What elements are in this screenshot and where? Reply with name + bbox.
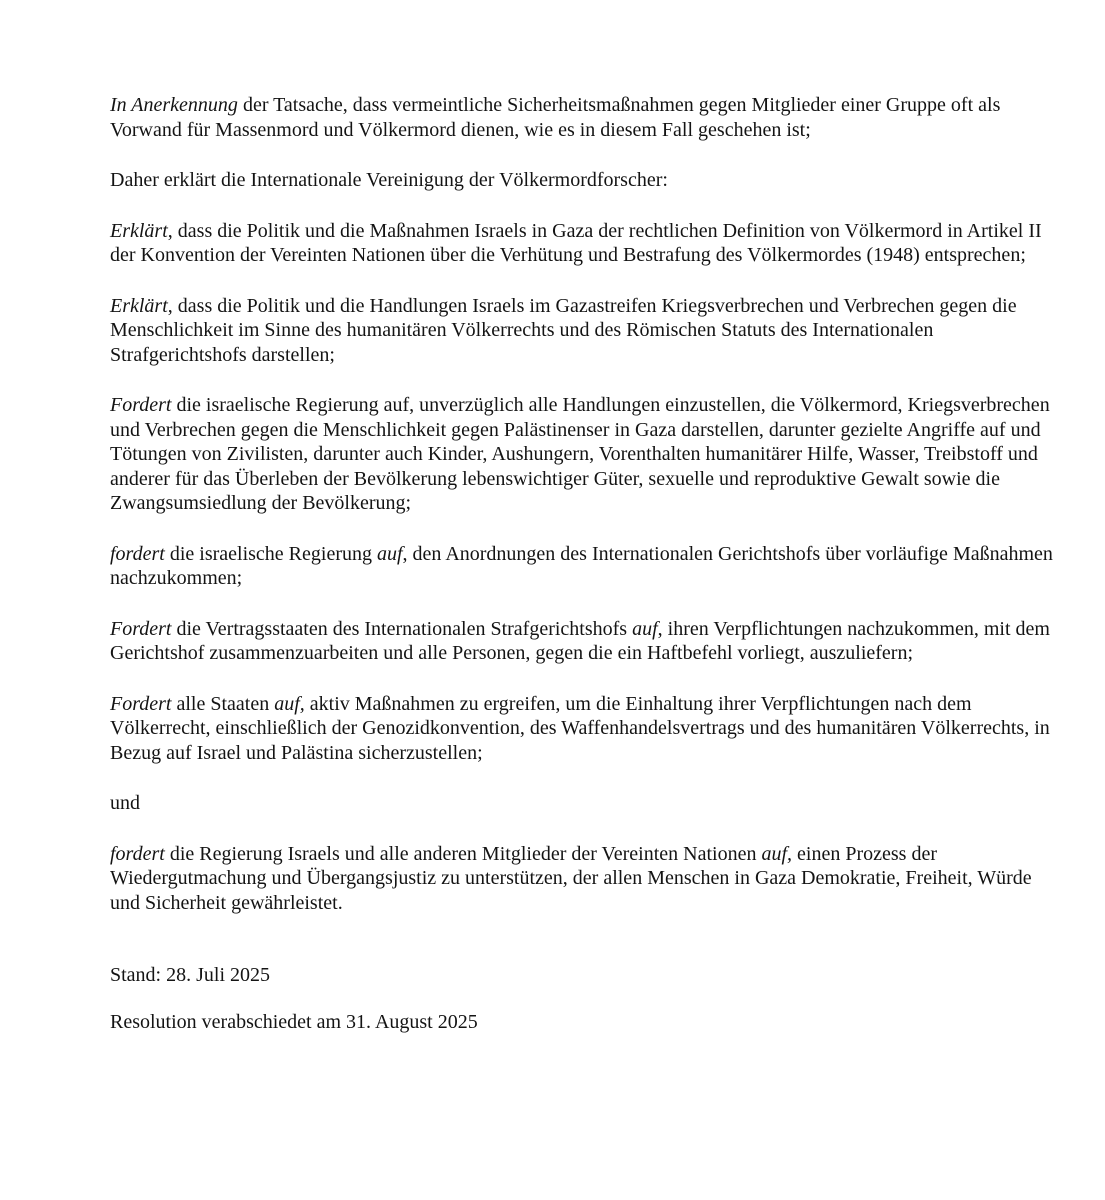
paragraph-lead2: auf xyxy=(376,542,403,565)
paragraph-lead2: auf, xyxy=(761,842,793,865)
paragraph-fordert-einstellen xyxy=(110,393,1060,516)
paragraph-lead: Fordert xyxy=(110,394,172,416)
paragraph-text: aktiv Maßnahmen zu ergreifen, um die Einhaltung ihrer Verpflichtungen nach dem Völkerrecht, einschließlich der Genozidkonvention, des Waffenhandelsvertrags und des humanitären Völkerrechts, in Bezug auf Israel und Palästina sicherzustellen; xyxy=(110,692,1050,764)
paragraph-mid: die Vertragsstaaten des Internationalen Strafgerichtshofs xyxy=(171,617,633,640)
paragraph-fordert-staaten xyxy=(110,692,1060,766)
paragraph-lead: Erklärt xyxy=(110,294,168,317)
paragraph-lead: fordert xyxy=(110,542,165,565)
paragraph-lead: fordert xyxy=(110,842,165,865)
paragraph-lead2: auf, xyxy=(274,692,305,715)
paragraph-mid: die israelische Regierung xyxy=(164,542,377,565)
paragraph-text: , dass die Politik und die Maßnahmen Israels in Gaza der rechtlichen Definition von Völkermord in Artikel II der Konvention der Vereinten Nationen über die Verhütung und Bestrafung des Völkermordes (1948) entsprechen; xyxy=(110,219,1042,266)
paragraph-mid: die Regierung Israels und alle anderen Mitglieder der Vereinten Nationen xyxy=(164,842,762,865)
paragraph-text: , dass die Politik und die Handlungen Israels im Gazastreifen Kriegsverbrechen und Verbrechen gegen die Menschlichkeit im Sinne des humanitären Völkerrechts und des Römischen Statuts des Internationalen Strafgerichtshofs darstellen; xyxy=(110,294,1017,366)
paragraph-daher xyxy=(110,168,1060,193)
paragraph-text: Daher erklärt die Internationale Vereinigung der Völkermordforscher: xyxy=(110,169,668,191)
paragraph-lead: In Anerkennung xyxy=(110,94,238,116)
paragraph-text: die israelische Regierung auf, unverzüglich alle Handlungen einzustellen, die Völkermord, Kriegsverbrechen und Verbrechen gegen die Menschlichkeit gegen Palästinenser in Gaza darstellen, darunter gezielte Angriffe auf und Tötungen von Zivilisten, darunter auch Kinder, Aushungern, Vorenthalten humanitärer Hilfe, Wasser, Treibstoff und anderer für das Überleben der Bevölkerung lebenswichtiger Güter, sexuelle und reproduktive Gewalt sowie die Zwangsumsiedlung der Bevölkerung; xyxy=(110,394,1050,514)
paragraph-lead2: auf xyxy=(632,617,658,640)
paragraph-erklaert-definition xyxy=(110,219,1060,268)
paragraph-text: und xyxy=(110,792,140,814)
document-page xyxy=(110,93,1060,1060)
paragraph-text: , den Anordnungen des Internationalen Gerichtshofs über vorläufige Maßnahmen nachzukommen; xyxy=(110,542,1053,589)
paragraph-text: , ihren Verpflichtungen nachzukommen, mit dem Gerichtshof zusammenzuarbeiten und alle Personen, gegen die ein Haftbefehl vorliegt, auszuliefern; xyxy=(110,617,1050,664)
paragraph-fordert-igh xyxy=(110,542,1060,591)
stand-date: Stand: 28. Juli 2025 xyxy=(110,964,271,986)
paragraph-mid: alle Staaten xyxy=(171,692,275,715)
paragraph-text: einen Prozess der Wiedergutmachung und Übergangsjustiz zu unterstützen, der allen Menschen in Gaza Demokratie, Freiheit, Würde und Sicherheit gewährleistet. xyxy=(110,842,1032,914)
paragraph-lead: Fordert xyxy=(110,692,172,715)
paragraph-fordert-vertragsstaaten xyxy=(110,617,1060,666)
paragraph-text: der Tatsache, dass vermeintliche Sicherheitsmaßnahmen gegen Mitglieder einer Gruppe oft als Vorwand für Massenmord und Völkermord dienen, wie es in diesem Fall geschehen ist; xyxy=(110,94,1001,141)
paragraph-anerkennung xyxy=(110,93,1060,142)
paragraph-und xyxy=(110,791,1060,816)
paragraph-lead: Erklärt xyxy=(110,219,168,242)
paragraph-lead: Fordert xyxy=(110,617,172,640)
paragraph-fordert-wiedergutmachung xyxy=(110,842,1060,916)
resolution-date: Resolution verabschiedet am 31. August 2025 xyxy=(110,1010,478,1033)
paragraph-erklaert-kriegsverbrechen xyxy=(110,294,1060,368)
